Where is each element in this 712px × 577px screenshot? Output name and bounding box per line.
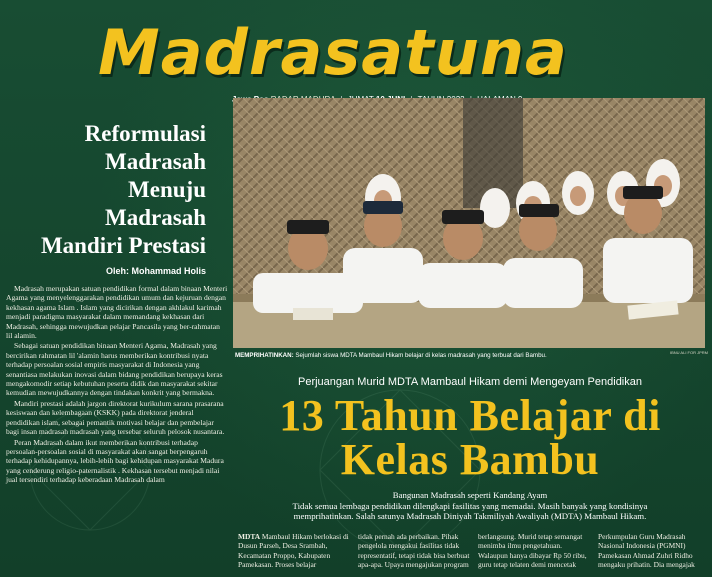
- headline-line: 13 Tahun Belajar di: [279, 391, 661, 440]
- intro-line: memprihatinkan. Salah satunya Madrasah Diniyah Takmiliyah Awaliyah (MDTA) Mambaul Hikam.: [293, 511, 647, 521]
- masthead-title: Madrasatuna: [98, 16, 568, 89]
- intro-line: Tidak semua lembaga pendidikan dilengkapi fasilitas yang memadai. Masih banyak yang kondisinya: [292, 500, 648, 511]
- column-text: Mambaul Hikam berlokasi di Dusun Parseh, Desa Srambah, Kecamatan Proppo, Kabupaten Pamekasan. Proses belajar: [238, 532, 349, 569]
- photo-credit: IBNU ALI FOR JPRM: [669, 350, 708, 355]
- classroom-photo-illustration: [233, 98, 705, 348]
- body-column: berlangsung. Murid tetap semangat menimba ilmu pengetahuan. Walaupun hanya dibayar Rp 50 ribu, guru tetap telaten demi mencetak: [478, 532, 587, 569]
- caption-text: Sejumlah siswa MDTA Mambaul Hikam belajar di kelas madrasah yang terbuat dari Bambu.: [295, 352, 547, 359]
- opinion-column: [6, 120, 228, 486]
- paragraph: Sebagai satuan pendidikan binaan Menteri Agama, Madrasah yang bercirikan rahmatan lil 'alamin harus memberikan kontribusi nyata terhadap persoalan sosial empiris masyarakat di Indonesia yang senantiasa melakukan inovasi dalam bidang pendidikan berupaya keras mengakomodir setiap kebutuhan peserta didik dan masyarakat sekitar kemudian mewujudkannya dengan tindakan konkrit yang bermakna.: [6, 341, 223, 398]
- opinion-body: [6, 284, 228, 485]
- body-column: Perkumpulan Guru Madrasah Nasional Indonesia (PGMNI) Pamekasan Ahmad Zuhri Ridho mengaku prihatin. Dia mengajak: [598, 532, 695, 569]
- paragraph: Peran Madrasah dalam ikut memberikan kontribusi terhadap persoalan-persoalan sosial di masyarakat akan sangat berpengaruh terhadap kehidupannya, lebih-lebih bagi kehidupan masyarakat Madura yang cenderung religio-paternalistik . Kekhasan tersebut menjadi nilai jual tersendiri terhadap keberadaan Madrasah dalam: [6, 437, 224, 485]
- paragraph: Mandiri prestasi adalah jargon direktorat kurikulum sarana prasarana kesiswaan dan kelembagaan (KSKK) pada direktorat jenderal pendidikan islam, sebagai pemantik motivasi belajar dan pembelajar bagi insan madrasah madrasah yang tersebar seluruh pelosok nusantara.: [6, 398, 225, 437]
- article-body-columns: [238, 532, 710, 577]
- opinion-title: [6, 120, 228, 260]
- headline-line: Kelas Bambu: [340, 435, 600, 484]
- photo-caption: [235, 352, 705, 359]
- intro-line: Bangunan Madrasah seperti Kandang Ayam: [392, 490, 548, 500]
- title-line: Mandiri Prestasi: [40, 233, 206, 258]
- title-line: Reformulasi: [84, 121, 206, 146]
- article-headline: [232, 391, 708, 484]
- article-subhead: Perjuangan Murid MDTA Mambaul Hikam demi Mengeyam Pendidikan: [297, 376, 642, 388]
- article-intro: [236, 490, 704, 522]
- title-line: Menuju: [128, 177, 206, 202]
- lead-word: MDTA: [238, 532, 261, 541]
- caption-label: MEMPRIHATINKAN:: [235, 352, 294, 359]
- body-column: tidak pernah ada perbaikan. Pihak pengelola mengakui fasilitas tidak representatif, tetapi tidak bisa berbuat apa-apa. Upaya mengajukan program: [358, 532, 470, 569]
- title-line: Madrasah: [105, 149, 206, 174]
- body-column: [238, 532, 350, 577]
- masthead: [98, 12, 618, 94]
- paragraph: Madrasah merupakan satuan pendidikan formal dalam binaan Menteri Agama yang menyelenggarakan pendidikan umum dan kejuruan dengan kekhasan agama Islam . Islam yang dicirikan dengan akhlakul karimah menjadi paradigma masyarakat dalam memandang kekhasan dari Madrasah, sehingga mewujudkan pelajar Pancasila yang ber-rahmatan lil alamin.: [6, 284, 228, 341]
- title-line: Madrasah: [105, 205, 206, 230]
- article-photo: [233, 98, 705, 348]
- byline: Oleh: Mohammad Holis: [105, 266, 206, 276]
